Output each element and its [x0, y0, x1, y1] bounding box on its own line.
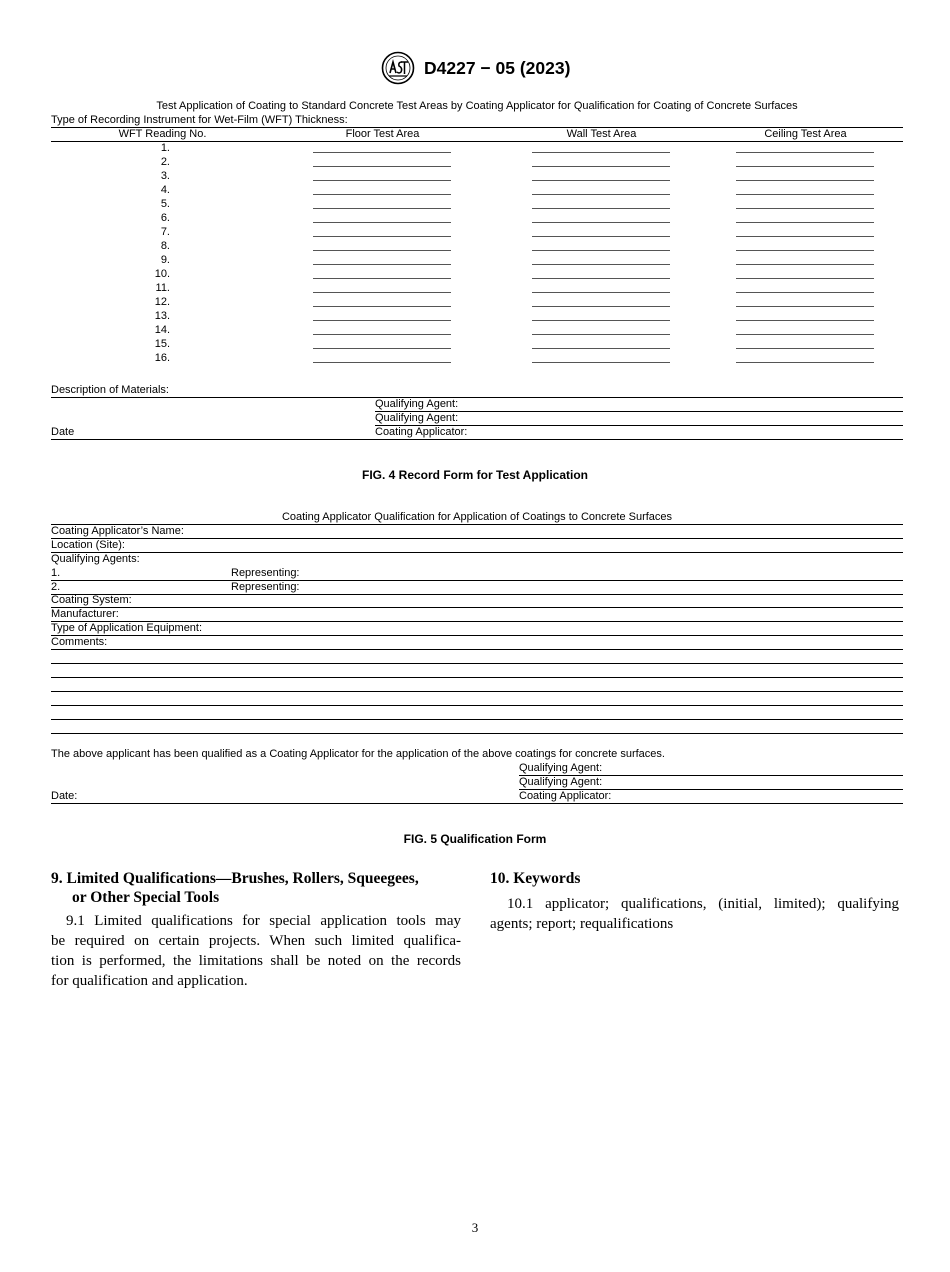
- wall-reading-blank: [532, 264, 670, 265]
- divider: [51, 397, 903, 398]
- ceiling-reading-blank: [736, 278, 874, 279]
- wft-reading-number: 3.: [160, 170, 170, 182]
- floor-reading-blank: [313, 362, 451, 363]
- text-line: tion is performed, the limitations shall be noted on the records: [51, 953, 461, 969]
- floor-reading-blank: [313, 166, 451, 167]
- section-9-heading-line1: 9. Limited Qualifications—Brushes, Rollers, Squeegees,: [51, 870, 419, 887]
- page-header: [0, 50, 950, 90]
- ceiling-reading-blank: [736, 264, 874, 265]
- ceiling-reading-blank: [736, 348, 874, 349]
- wall-reading-blank: [532, 236, 670, 237]
- column-header-wft-reading: WFT Reading No.: [118, 128, 207, 140]
- floor-reading-blank: [313, 152, 451, 153]
- floor-reading-blank: [313, 306, 451, 307]
- wall-reading-blank: [532, 250, 670, 251]
- page-number: 3: [471, 1220, 479, 1235]
- qualifying-agent-2-label: Qualifying Agent:: [519, 776, 603, 788]
- text-line: for qualification and application.: [51, 973, 248, 989]
- agent-1-number: 1.: [51, 567, 61, 579]
- floor-reading-blank: [313, 334, 451, 335]
- ceiling-reading-blank: [736, 166, 874, 167]
- floor-reading-blank: [313, 236, 451, 237]
- floor-reading-blank: [313, 194, 451, 195]
- wft-reading-number: 16.: [154, 352, 170, 364]
- fig5-caption: FIG. 5 Qualification Form: [403, 832, 547, 846]
- comment-line: [51, 691, 903, 692]
- wall-reading-blank: [532, 278, 670, 279]
- floor-reading-blank: [313, 180, 451, 181]
- fig4-caption: FIG. 4 Record Form for Test Application: [361, 468, 589, 482]
- column-header-floor: Floor Test Area: [345, 128, 420, 140]
- divider: [51, 552, 903, 553]
- wft-reading-number: 7.: [160, 226, 170, 238]
- ceiling-reading-blank: [736, 236, 874, 237]
- date-label: Date: [51, 426, 75, 438]
- divider: [51, 141, 903, 142]
- divider: [51, 635, 903, 636]
- ceiling-reading-blank: [736, 362, 874, 363]
- astm-logo-icon: [381, 51, 415, 85]
- wft-reading-number: 5.: [160, 198, 170, 210]
- ceiling-reading-blank: [736, 250, 874, 251]
- floor-reading-blank: [313, 278, 451, 279]
- floor-reading-blank: [313, 222, 451, 223]
- floor-reading-blank: [313, 292, 451, 293]
- divider: [51, 580, 903, 581]
- ceiling-reading-blank: [736, 208, 874, 209]
- wft-reading-number: 11.: [155, 282, 170, 294]
- ceiling-reading-blank: [736, 180, 874, 181]
- fig4-form-title: Test Application of Coating to Standard Concrete Test Areas by Coating Applicator for Qualification for Coating of Concrete Surfaces: [156, 100, 798, 112]
- date-label: Date:: [51, 790, 78, 802]
- qualifying-agent-1-label: Qualifying Agent:: [519, 762, 603, 774]
- location-label: Location (Site):: [51, 539, 125, 551]
- ceiling-reading-blank: [736, 334, 874, 335]
- wft-reading-number: 2.: [160, 156, 170, 168]
- column-header-wall: Wall Test Area: [566, 128, 637, 140]
- wft-reading-number: 9.: [160, 254, 170, 266]
- text-line: agents; report; requalifications: [490, 916, 674, 932]
- wft-reading-number: 14.: [154, 324, 170, 336]
- application-equipment-label: Type of Application Equipment:: [51, 622, 203, 634]
- text-line: 9.1 Limited qualifications for special application tools may: [66, 913, 461, 929]
- qualifying-agent-1-label: Qualifying Agent:: [375, 398, 459, 410]
- coating-applicator-label: Coating Applicator:: [375, 426, 468, 438]
- divider: [51, 607, 903, 608]
- applicator-name-label: Coating Applicator’s Name:: [51, 525, 184, 537]
- qualifying-agent-2-label: Qualifying Agent:: [375, 412, 459, 424]
- description-of-materials-label: Description of Materials:: [51, 384, 169, 396]
- representing-1-label: Representing:: [231, 567, 300, 579]
- comment-line: [51, 663, 903, 664]
- wall-reading-blank: [532, 222, 670, 223]
- floor-reading-blank: [313, 320, 451, 321]
- floor-reading-blank: [313, 264, 451, 265]
- wft-reading-number: 4.: [160, 184, 170, 196]
- wft-reading-number: 8.: [160, 240, 170, 252]
- wall-reading-blank: [532, 208, 670, 209]
- ceiling-reading-blank: [736, 152, 874, 153]
- wall-reading-blank: [532, 362, 670, 363]
- wft-reading-number: 1.: [160, 142, 170, 154]
- ceiling-reading-blank: [736, 194, 874, 195]
- ceiling-reading-blank: [736, 306, 874, 307]
- wall-reading-blank: [532, 320, 670, 321]
- wft-reading-number: 13.: [154, 310, 170, 322]
- section-10-paragraph: [490, 894, 899, 934]
- wall-reading-blank: [532, 166, 670, 167]
- wall-reading-blank: [532, 152, 670, 153]
- floor-reading-blank: [313, 348, 451, 349]
- agent-2-number: 2.: [51, 581, 61, 593]
- wall-reading-blank: [532, 194, 670, 195]
- section-9-paragraph: [51, 911, 461, 991]
- wall-reading-blank: [532, 334, 670, 335]
- section-10-heading: 10. Keywords: [490, 870, 581, 887]
- wft-instrument-label: Type of Recording Instrument for Wet-Film (WFT) Thickness:: [51, 114, 348, 126]
- ceiling-reading-blank: [736, 292, 874, 293]
- wft-reading-number: 15.: [154, 338, 170, 350]
- divider: [51, 594, 903, 595]
- floor-reading-blank: [313, 208, 451, 209]
- ceiling-reading-blank: [736, 222, 874, 223]
- wft-reading-number: 10.: [154, 268, 170, 280]
- divider: [51, 439, 903, 440]
- qualifying-agents-label: Qualifying Agents:: [51, 553, 140, 565]
- comment-line: [51, 705, 903, 706]
- standard-number: D4227 − 05 (2023): [424, 58, 571, 78]
- comment-line: [51, 649, 903, 650]
- floor-reading-blank: [313, 250, 451, 251]
- wall-reading-blank: [532, 292, 670, 293]
- qualification-statement: The above applicant has been qualified as a Coating Applicator for the application of the above coatings for concrete surfaces.: [51, 748, 665, 760]
- wft-reading-number: 12.: [154, 296, 170, 308]
- fig5-form-title: Coating Applicator Qualification for Application of Coatings to Concrete Surfaces: [281, 511, 673, 523]
- coating-system-label: Coating System:: [51, 594, 132, 606]
- manufacturer-label: Manufacturer:: [51, 608, 119, 620]
- representing-2-label: Representing:: [231, 581, 300, 593]
- comments-label: Comments:: [51, 636, 108, 648]
- section-9-heading-line2: or Other Special Tools: [72, 889, 220, 906]
- column-header-ceiling: Ceiling Test Area: [764, 128, 847, 140]
- wft-reading-number: 6.: [160, 212, 170, 224]
- comment-line: [51, 719, 903, 720]
- divider: [51, 803, 903, 804]
- comment-line: [51, 733, 903, 734]
- wall-reading-blank: [532, 306, 670, 307]
- ceiling-reading-blank: [736, 320, 874, 321]
- text-line: be required on certain projects. When such limited qualifica-: [51, 933, 461, 949]
- coating-applicator-label: Coating Applicator:: [519, 790, 612, 802]
- divider: [51, 538, 903, 539]
- wall-reading-blank: [532, 348, 670, 349]
- comment-line: [51, 677, 903, 678]
- wall-reading-blank: [532, 180, 670, 181]
- text-line: 10.1 applicator; qualifications, (initial, limited); qualifying: [507, 896, 899, 912]
